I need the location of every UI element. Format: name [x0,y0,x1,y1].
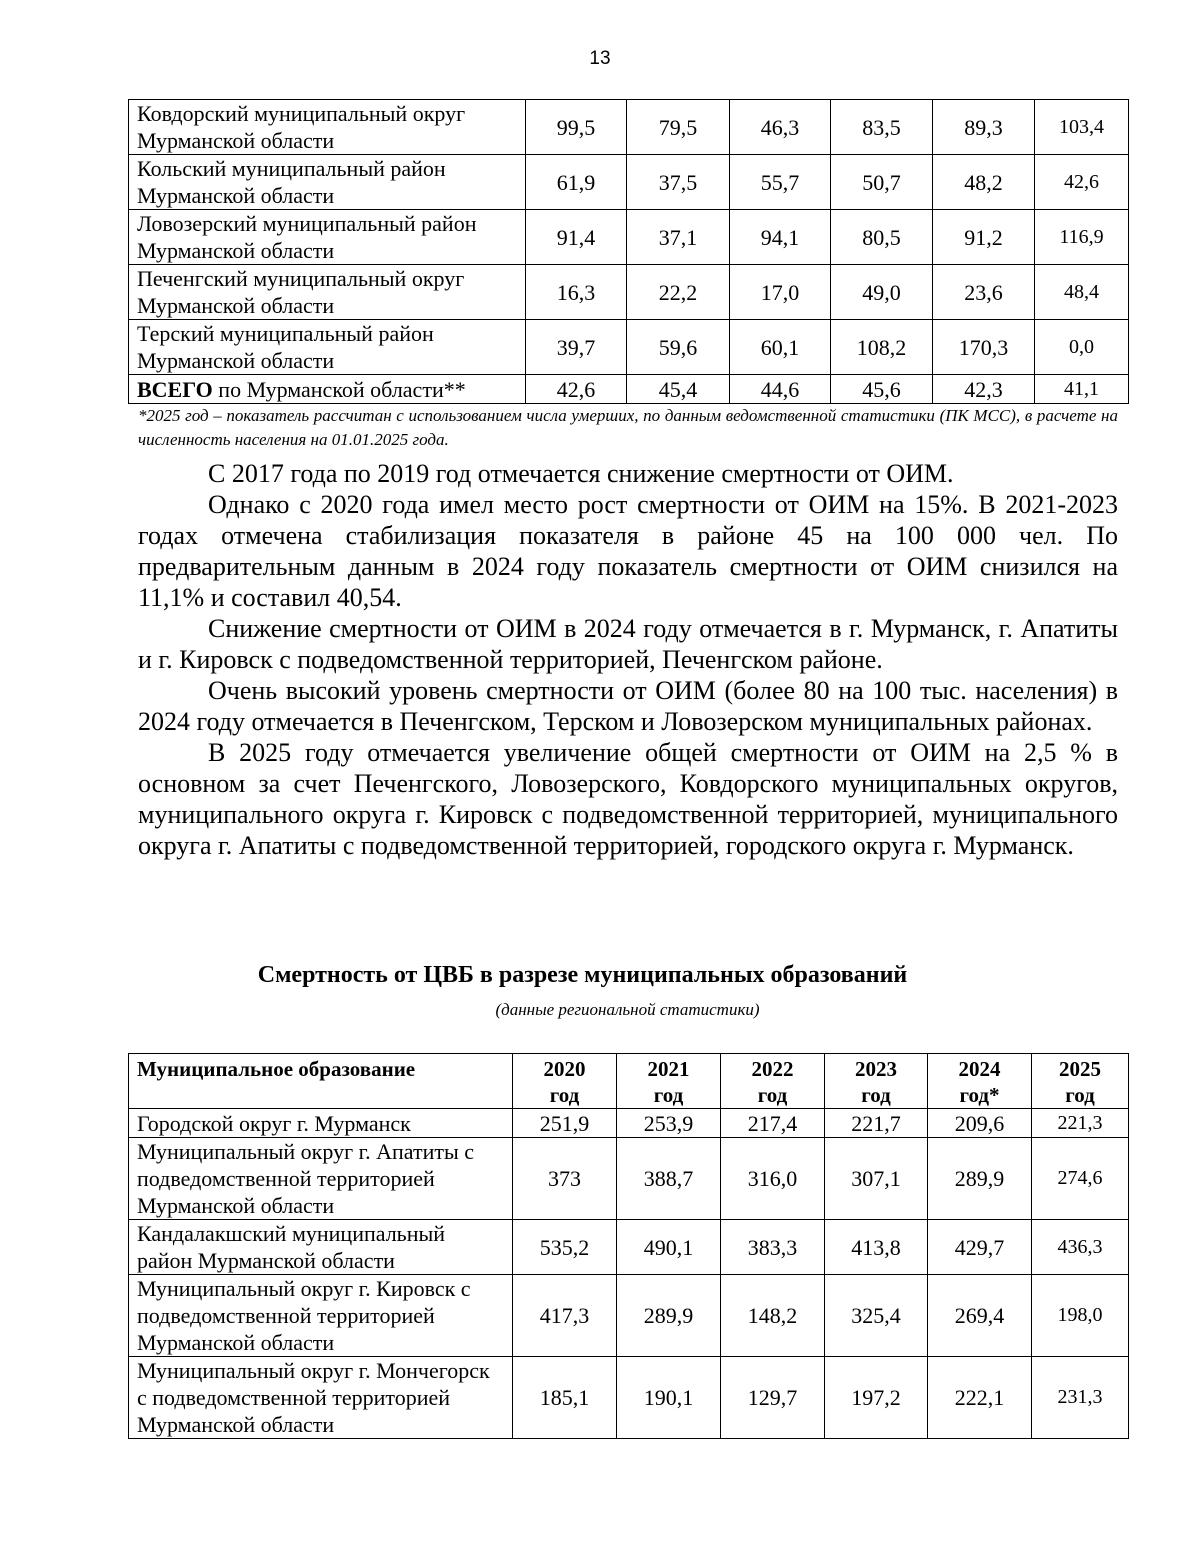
cell-value: 185,1 [513,1357,617,1439]
cell-value: 316,0 [721,1138,825,1220]
cell-value: 222,1 [928,1357,1032,1439]
cell-value: 373 [513,1138,617,1220]
cell-value: 129,7 [721,1357,825,1439]
header-year [617,1054,721,1109]
section-subtitle: (данные региональной статистики) [495,1000,760,1019]
cell-value: 108,2 [831,320,933,375]
cell-value: 45,4 [627,375,730,404]
cell-value: 198,0 [1032,1275,1129,1357]
cell-value: 50,7 [831,155,933,210]
cell-value: 413,8 [825,1220,928,1275]
cell-value: 49,0 [831,265,933,320]
cell-value: 41,1 [1035,375,1129,404]
cell-value: 103,4 [1035,100,1129,155]
cell-value: 274,6 [1032,1138,1129,1220]
table-row [129,320,1129,375]
cell-value: 0,0 [1035,320,1129,375]
year-unit: год* [959,1083,1000,1107]
header-year [721,1054,825,1109]
cell-value: 42,3 [933,375,1035,404]
row-name: Муниципальный округ г. Мончегорск с подведомственной территорией Мурманской области [129,1357,513,1439]
row-name: Городской округ г. Мурманск [129,1109,513,1138]
cell-value: 429,7 [928,1220,1032,1275]
year-unit: год [757,1083,788,1107]
table-row [129,1220,1129,1275]
year-label: 2021 [647,1057,690,1081]
cell-value: 99,5 [526,100,627,155]
total-label-rest: по Мурманской области** [212,376,466,402]
cell-value: 269,4 [928,1275,1032,1357]
cell-value: 46,3 [730,100,831,155]
cell-value: 89,3 [933,100,1035,155]
table-row [129,1138,1129,1220]
header-year [928,1054,1032,1109]
year-label: 2024 [958,1057,1001,1081]
table-row [129,265,1129,320]
cell-value: 436,3 [1032,1220,1129,1275]
table-row [129,1357,1129,1439]
cell-value: 535,2 [513,1220,617,1275]
cell-value: 490,1 [617,1220,721,1275]
cell-value: 148,2 [721,1275,825,1357]
header-row [129,1054,1129,1109]
cell-value: 325,4 [825,1275,928,1357]
cell-value: 60,1 [730,320,831,375]
page-number: 13 [589,48,611,69]
row-name: Печенгский муниципальный округ Мурманской области [129,265,526,320]
body-text [138,458,1118,861]
cell-value: 23,6 [933,265,1035,320]
row-name: Кандалакшский муниципальный район Мурманской области [129,1220,513,1275]
cell-value: 221,7 [825,1109,928,1138]
total-row [129,375,1129,404]
header-year [513,1054,617,1109]
paragraph: Снижение смертности от ОИМ в 2024 году отмечается в г. Мурманск, г. Апатиты и г. Кировск с подведомственной территорией, Печенгском районе. [138,614,1118,674]
header-year [1032,1054,1129,1109]
row-name: Ковдорский муниципальный округ Мурманской области [129,100,526,155]
cell-value: 39,7 [526,320,627,375]
cell-value: 45,6 [831,375,933,404]
total-label-bold: ВСЕГО [137,376,213,402]
cell-value: 48,2 [933,155,1035,210]
cvb-mortality-table [128,1053,1129,1439]
year-label: 2023 [855,1057,897,1081]
cell-value: 37,5 [627,155,730,210]
header-year [825,1054,928,1109]
oim-mortality-table [128,99,1129,404]
cell-value: 42,6 [1035,155,1129,210]
year-unit: год [549,1083,580,1107]
row-name: Ловозерский муниципальный район Мурманской области [129,210,526,265]
cell-value: 42,6 [526,375,627,404]
table-row [129,1109,1129,1138]
cell-value: 307,1 [825,1138,928,1220]
year-unit: год [861,1083,891,1107]
row-name: Муниципальный округ г. Апатиты с подведомственной территорией Мурманской области [129,1138,513,1220]
paragraph: Однако с 2020 года имел место рост смертности от ОИМ на 15%. В 2021-2023 годах отмечена стабилизация показателя в районе 45 на 100 000 чел. По предварительным данным в 2024 году показатель смертности от ОИМ снизился на 11,1% и составил 40,54. [138,490,1118,612]
cell-value: 217,4 [721,1109,825,1138]
cell-value: 197,2 [825,1357,928,1439]
row-name: Муниципальный округ г. Кировск с подведомственной территорией Мурманской области [129,1275,513,1357]
cell-value: 231,3 [1032,1357,1129,1439]
cell-value: 83,5 [831,100,933,155]
row-name: Терский муниципальный район Мурманской области [129,320,526,375]
paragraph: В 2025 году отмечается увеличение общей смертности от ОИМ на 2,5 % в основном за счет Печенгского, Ловозерского, Ковдорского муниципальных округов, муниципального округа г. Кировск с подведомственной территорией, муниципального округа г. Апатиты с подведомственной территорией, городского округа г. Мурманск. [138,738,1118,860]
cell-value: 251,9 [513,1109,617,1138]
cell-value: 190,1 [617,1357,721,1439]
section-title: Смертность от ЦВБ в разрезе муниципальных образований [257,962,908,988]
year-label: 2025 [1059,1057,1101,1081]
cell-value: 61,9 [526,155,627,210]
cell-value: 383,3 [721,1220,825,1275]
row-name: Кольский муниципальный район Мурманской области [129,155,526,210]
table-row [129,155,1129,210]
year-label: 2020 [543,1057,586,1081]
cell-value: 221,3 [1032,1109,1129,1138]
cell-value: 59,6 [627,320,730,375]
cell-value: 116,9 [1035,210,1129,265]
cell-value: 55,7 [730,155,831,210]
cell-value: 80,5 [831,210,933,265]
cell-value: 37,1 [627,210,730,265]
cell-value: 16,3 [526,265,627,320]
cell-value: 94,1 [730,210,831,265]
cell-value: 170,3 [933,320,1035,375]
cell-value: 79,5 [627,100,730,155]
cell-value: 91,2 [933,210,1035,265]
cell-value: 289,9 [928,1138,1032,1220]
cell-value: 48,4 [1035,265,1129,320]
cell-value: 91,4 [526,210,627,265]
header-name: Муниципальное образование [129,1054,513,1109]
paragraph: Очень высокий уровень смертности от ОИМ (более 80 на 100 тыс. населения) в 2024 году отмечается в Печенгском, Терском и Ловозерском муниципальных районах. [138,676,1118,736]
footnote: *2025 год – показатель рассчитан с использованием числа умерших, по данным ведомственной статистики (ПК МСС), в расчете на численность населения на 01.01.2025 года. [138,406,1118,449]
table-row [129,1275,1129,1357]
cell-value: 253,9 [617,1109,721,1138]
cell-value: 209,6 [928,1109,1032,1138]
table-row [129,100,1129,155]
cell-value: 388,7 [617,1138,721,1220]
total-label [129,375,526,404]
year-label: 2022 [751,1057,794,1081]
cell-value: 17,0 [730,265,831,320]
cell-value: 289,9 [617,1275,721,1357]
paragraph: С 2017 года по 2019 год отмечается снижение смертности от ОИМ. [208,459,954,488]
cell-value: 44,6 [730,375,831,404]
table-row [129,210,1129,265]
year-unit: год [653,1083,684,1107]
year-unit: год [1065,1083,1095,1107]
cell-value: 417,3 [513,1275,617,1357]
cell-value: 22,2 [627,265,730,320]
